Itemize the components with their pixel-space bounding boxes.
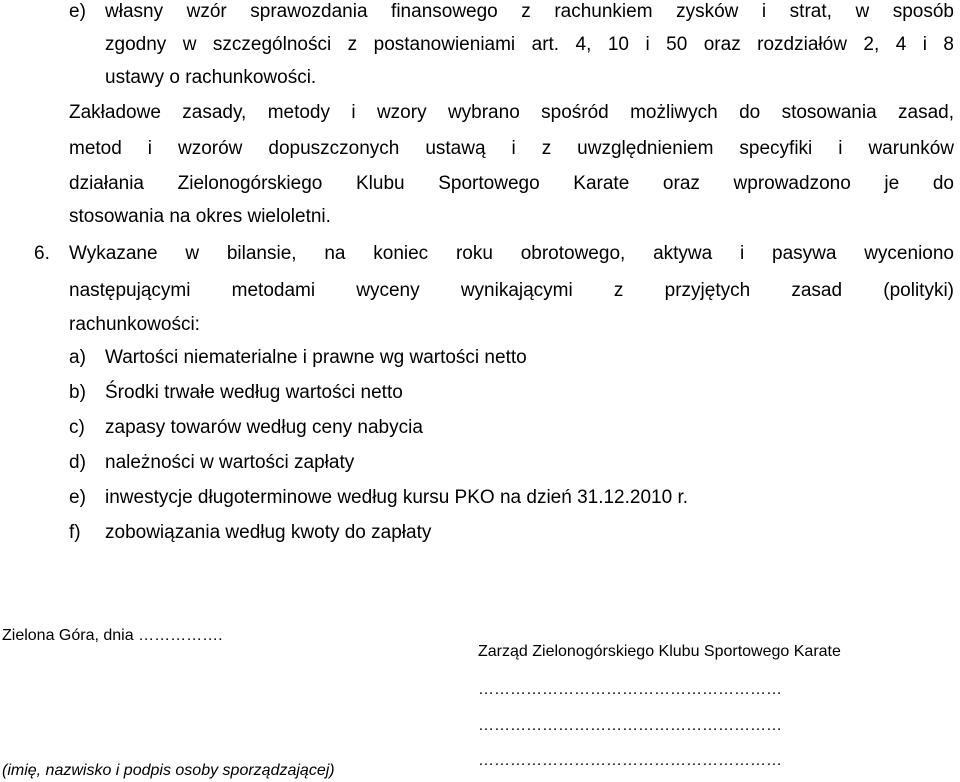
signature-line-2: ………………………………………………… — [478, 717, 782, 734]
list-item-e-line-2: zgodny w szczególności z postanowieniami art. 4, 10 i 50 oraz rozdziałów 2, 4 i 8 — [105, 34, 954, 55]
paragraph-zasady-line-2: metod i wzorów dopuszczonych ustawą i z uwzględnieniem specyfiki i warunków — [69, 138, 954, 159]
list-marker-b: b) — [69, 382, 86, 403]
list-item-e-line-1: własny wzór sprawozdania finansowego z rachunkiem zysków i strat, w sposób — [105, 1, 954, 22]
list-item-f: zobowiązania według kwoty do zapłaty — [105, 522, 432, 543]
list-marker-a: a) — [69, 347, 86, 368]
list-item-c: zapasy towarów według ceny nabycia — [105, 417, 423, 438]
preparer-caption: (imię, nazwisko i podpis osoby sporządzającej) — [2, 762, 335, 779]
list-marker-e: e) — [69, 1, 86, 22]
section-number: 6. — [34, 243, 50, 264]
list-item-d: należności w wartości zapłaty — [105, 452, 355, 473]
section6-line-3: rachunkowości: — [69, 314, 200, 335]
signature-line-3: ………………………………………………… — [478, 752, 782, 769]
list-marker-f: f) — [69, 522, 81, 543]
section6-line-2: następującymi metodami wyceny wynikającymi z przyjętych zasad (polityki) — [69, 280, 954, 301]
paragraph-zasady-line-3: działania Zielonogórskiego Klubu Sportowego Karate oraz wprowadzono je do — [69, 173, 954, 194]
board-title: Zarząd Zielonogórskiego Klubu Sportowego Karate — [478, 643, 841, 660]
list-marker-c: c) — [69, 417, 85, 438]
list-item-a: Wartości niematerialne i prawne wg wartości netto — [105, 347, 527, 368]
list-marker-e2: e) — [69, 487, 86, 508]
list-item-e2: inwestycje długoterminowe według kursu PKO na dzień 31.12.2010 r. — [105, 487, 689, 508]
signature-line-1: ………………………………………………… — [478, 681, 782, 698]
paragraph-zasady-line-1: Zakładowe zasady, metody i wzory wybrano spośród możliwych do stosowania zasad, — [69, 102, 954, 123]
list-marker-d: d) — [69, 452, 86, 473]
list-item-e-line-3: ustawy o rachunkowości. — [105, 67, 317, 88]
place-date: Zielona Góra, dnia ……………. — [2, 627, 223, 644]
paragraph-zasady-line-4: stosowania na okres wieloletni. — [69, 206, 331, 227]
section6-line-1: Wykazane w bilansie, na koniec roku obrotowego, aktywa i pasywa wyceniono — [69, 243, 954, 264]
list-item-b: Środki trwałe według wartości netto — [105, 382, 403, 403]
